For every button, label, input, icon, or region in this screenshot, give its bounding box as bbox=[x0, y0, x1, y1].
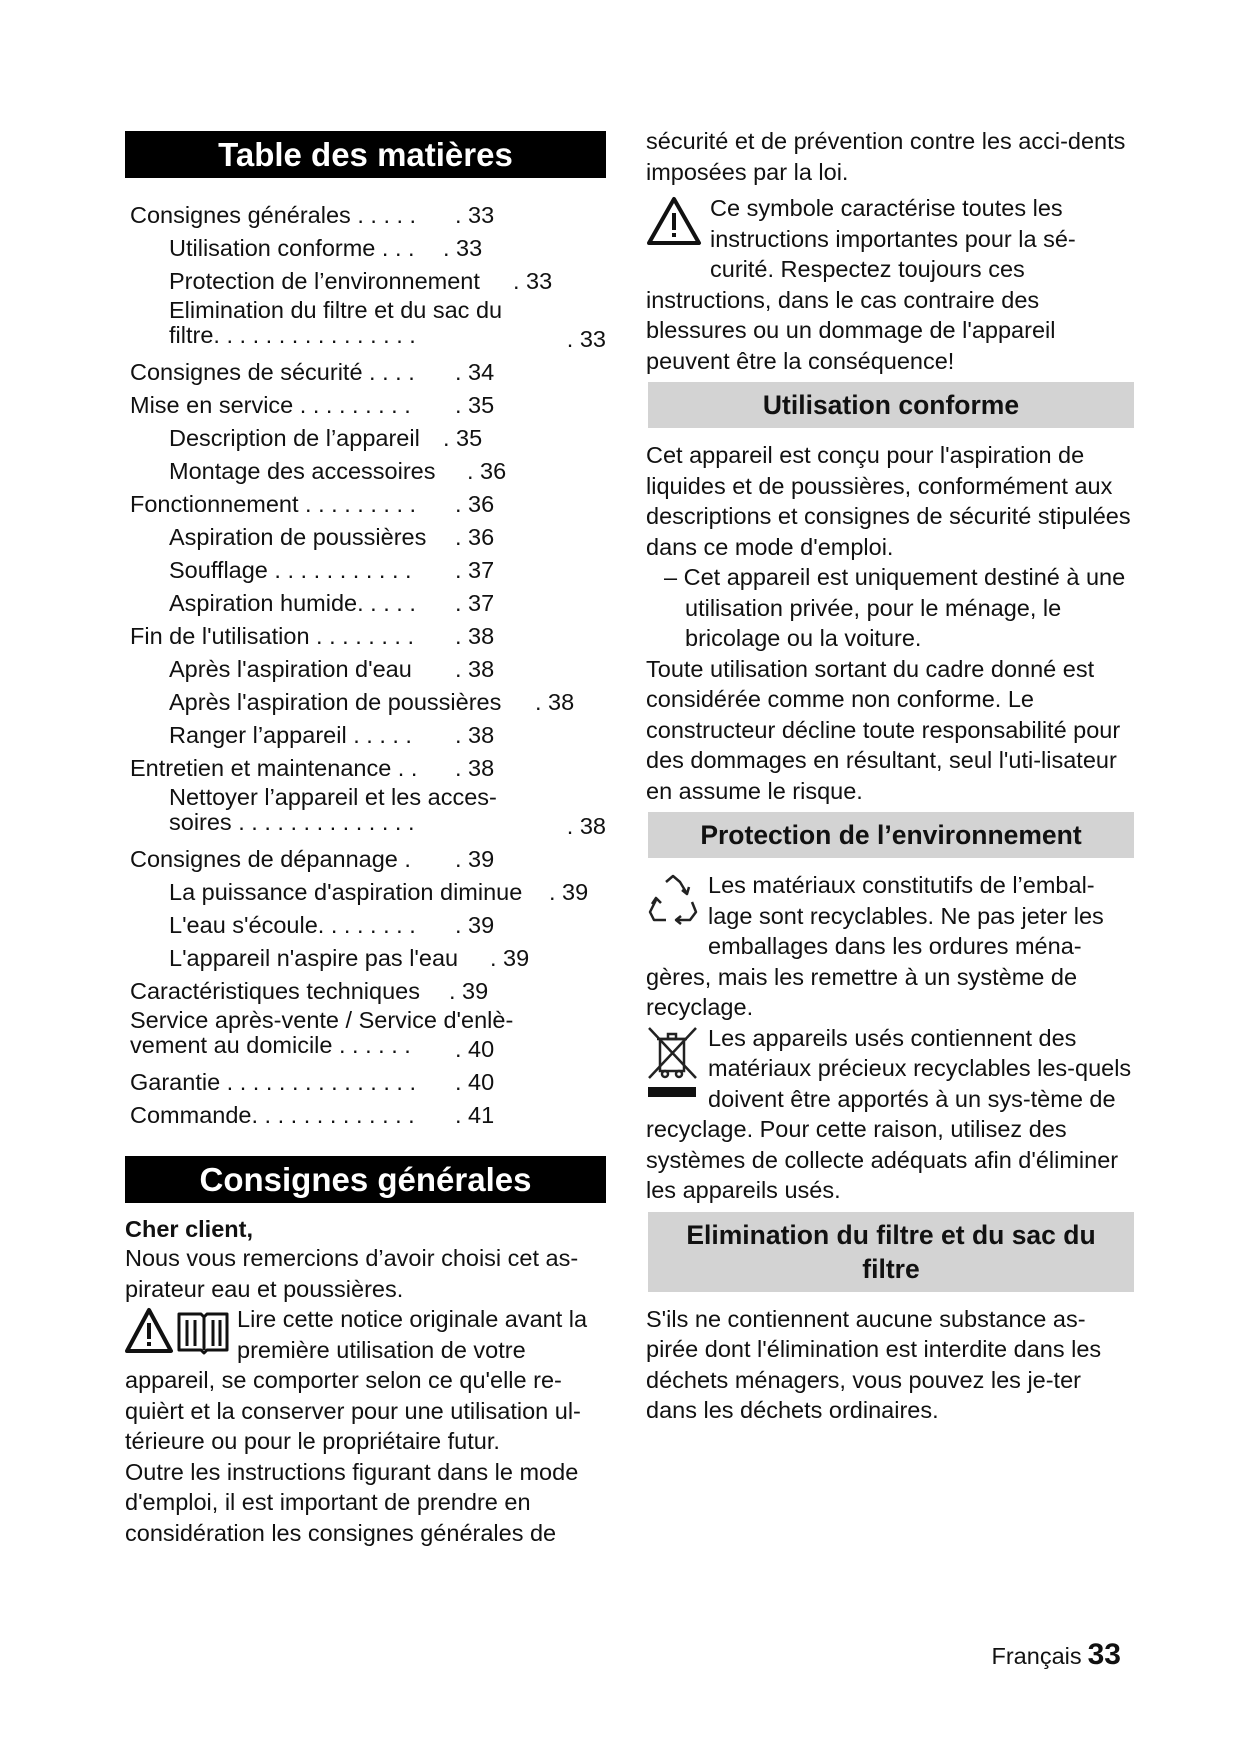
toc-item[interactable]: Consignes de sécurité . . . . . 34 bbox=[125, 356, 606, 389]
filter-paragraph: S'ils ne contiennent aucune substance as-pirée dont l'élimination est interdite dans les déchets ménagers, vous pouvez les je-ter dans les déchets ordinaires. bbox=[646, 1305, 1102, 1423]
section-title-filter: Elimination du filtre et du sac du filtre bbox=[648, 1212, 1134, 1292]
toc-item[interactable]: Fin de l'utilisation . . . . . . . . . 38 bbox=[125, 620, 606, 653]
toc-page: . 41 bbox=[455, 1102, 495, 1128]
toc-page: . 37 bbox=[455, 590, 495, 616]
toc-page: . 33 bbox=[566, 326, 606, 352]
page-number: 33 bbox=[1087, 1638, 1121, 1671]
intro-paragraph: Nous vous remercions d’avoir choisi cet as-pirateur eau et poussières. bbox=[125, 1245, 579, 1302]
symbol-paragraph: Ce symbole caractérise toutes les instructions importantes pour la sé-curité. Respectez toujours ces instructions, dans le cas contraire des blessures ou un dommage de l'appareil peuvent être la conséquence! bbox=[646, 195, 1076, 374]
general-paragraph-3: Outre les instructions figurant dans le mode d'emploi, il est important de prendre en considération les consignes générales de bbox=[125, 1458, 579, 1546]
toc-item[interactable]: Caractéristiques techniques . 39 bbox=[125, 975, 606, 1008]
toc-page: . 33 bbox=[455, 202, 495, 228]
toc-page: . 33 bbox=[513, 268, 553, 294]
toc-page: . 39 bbox=[549, 879, 589, 905]
toc-item[interactable]: Nettoyer l’appareil et les acces- soires . . . . . . . . . . . . . . . 38 bbox=[125, 785, 606, 843]
table-of-contents bbox=[125, 199, 606, 1132]
toc-item[interactable]: Utilisation conforme . . . . 33 bbox=[125, 232, 606, 265]
toc-item[interactable]: L'appareil n'aspire pas l'eau . 39 bbox=[125, 942, 606, 975]
greeting: Cher client, bbox=[125, 1216, 253, 1242]
toc-title: Table des matières bbox=[125, 131, 606, 178]
weee-paragraph: Les appareils usés contiennent des matériaux précieux recyclables les-quels doivent être apportés à un sys-tème de recyclage. Pour cette raison, utilisez des systèmes de collecte adéquats afin d'éliminer les appareils usés. bbox=[646, 1024, 1132, 1203]
toc-item[interactable]: Consignes de dépannage . . 39 bbox=[125, 843, 606, 876]
toc-page: . 40 bbox=[455, 1069, 495, 1095]
toc-item[interactable]: Montage des accessoires . 36 bbox=[125, 455, 606, 488]
page-footer bbox=[992, 1638, 1122, 1672]
section-title-environment: Protection de l’environnement bbox=[648, 812, 1134, 858]
section-title-general: Consignes générales bbox=[125, 1156, 606, 1203]
toc-item[interactable]: Consignes générales . . . . . . 33 bbox=[125, 199, 606, 232]
toc-page: . 36 bbox=[455, 491, 495, 517]
toc-item[interactable]: Fonctionnement . . . . . . . . . . 36 bbox=[125, 488, 606, 521]
toc-page: . 36 bbox=[455, 524, 495, 550]
toc-item[interactable]: Après l'aspiration d'eau . 38 bbox=[125, 653, 606, 686]
toc-page: . 40 bbox=[455, 1036, 495, 1062]
toc-item[interactable]: Ranger l’appareil . . . . . . 38 bbox=[125, 719, 606, 752]
toc-item[interactable]: La puissance d'aspiration diminue . 39 bbox=[125, 876, 606, 909]
toc-item[interactable]: Après l'aspiration de poussières . 38 bbox=[125, 686, 606, 719]
recycle-icon bbox=[646, 872, 700, 934]
toc-page: . 37 bbox=[455, 557, 495, 583]
toc-page: . 38 bbox=[566, 813, 606, 839]
toc-item[interactable]: Description de l’appareil . 35 bbox=[125, 422, 606, 455]
recycling-paragraph: Les matériaux constitutifs de l’embal-lage sont recyclables. Ne pas jeter les emballages dans les ordures ména-gères, mais les remettre à un système de recyclage. bbox=[646, 872, 1104, 1020]
toc-item[interactable]: Commande. . . . . . . . . . . . . . 41 bbox=[125, 1099, 606, 1132]
utilisation-paragraph: Cet appareil est conçu pour l'aspiration de liquides et de poussières, conformément aux descriptions et consignes de sécurité stipulées dans ce mode d'emploi. bbox=[646, 442, 1131, 560]
toc-page: . 39 bbox=[455, 912, 495, 938]
toc-item[interactable]: Service après-vente / Service d'enlè- vement au domicile . . . . . . . 40 bbox=[125, 1008, 606, 1066]
utilisation-paragraph-2: Toute utilisation sortant du cadre donné est considérée comme non conforme. Le constructeur décline toute responsabilité pour des dommages en résultant, seul l'uti-lisateur en assume le risque. bbox=[646, 655, 1121, 804]
toc-page: . 38 bbox=[455, 623, 495, 649]
toc-item[interactable]: Garantie . . . . . . . . . . . . . . . . 40 bbox=[125, 1066, 606, 1099]
crossed-bin-icon bbox=[646, 1025, 700, 1113]
utilisation-list-item: – Cet appareil est uniquement destiné à une utilisation privée, pour le ménage, le bricolage ou la voiture. bbox=[664, 564, 1126, 651]
toc-page: . 39 bbox=[490, 945, 530, 971]
toc-page: . 35 bbox=[455, 392, 495, 418]
footer-language: Français bbox=[991, 1643, 1082, 1669]
toc-item[interactable]: L'eau s'écoule. . . . . . . . . 39 bbox=[125, 909, 606, 942]
continued-paragraph: sécurité et de prévention contre les acci-dents imposées par la loi. bbox=[646, 128, 1126, 185]
toc-page: . 38 bbox=[535, 689, 575, 715]
warning-icon bbox=[646, 195, 702, 255]
toc-page: . 39 bbox=[455, 846, 495, 872]
section-title-utilisation: Utilisation conforme bbox=[648, 382, 1134, 428]
toc-item[interactable]: Entretien et maintenance . . . 38 bbox=[125, 752, 606, 785]
toc-page: . 35 bbox=[443, 425, 483, 451]
toc-page: . 38 bbox=[455, 722, 495, 748]
toc-item[interactable]: Elimination du filtre et du sac du filtre. . . . . . . . . . . . . . . . . 33 bbox=[125, 298, 606, 356]
toc-page: . 34 bbox=[455, 359, 495, 385]
read-manual-paragraph: Lire cette notice originale avant la première utilisation de votre appareil, se comporter selon ce qu'elle re-quièrt et la conserver pour une utilisation ul-térieure ou pour le propriétaire futur. bbox=[125, 1306, 588, 1454]
left-column bbox=[125, 131, 606, 1548]
toc-item[interactable]: Soufflage . . . . . . . . . . . . 37 bbox=[125, 554, 606, 587]
toc-page: . 36 bbox=[467, 458, 507, 484]
right-column bbox=[646, 126, 1132, 1426]
toc-page: . 33 bbox=[443, 235, 483, 261]
toc-page: . 39 bbox=[449, 978, 489, 1004]
toc-page: . 38 bbox=[455, 656, 495, 682]
toc-item[interactable]: Aspiration humide. . . . . . 37 bbox=[125, 587, 606, 620]
toc-page: . 38 bbox=[455, 755, 495, 781]
toc-item[interactable]: Protection de l’environnement . 33 bbox=[125, 265, 606, 298]
warning-manual-icon bbox=[125, 1306, 229, 1364]
toc-item[interactable]: Aspiration de poussières . 36 bbox=[125, 521, 606, 554]
toc-item[interactable]: Mise en service . . . . . . . . . . 35 bbox=[125, 389, 606, 422]
